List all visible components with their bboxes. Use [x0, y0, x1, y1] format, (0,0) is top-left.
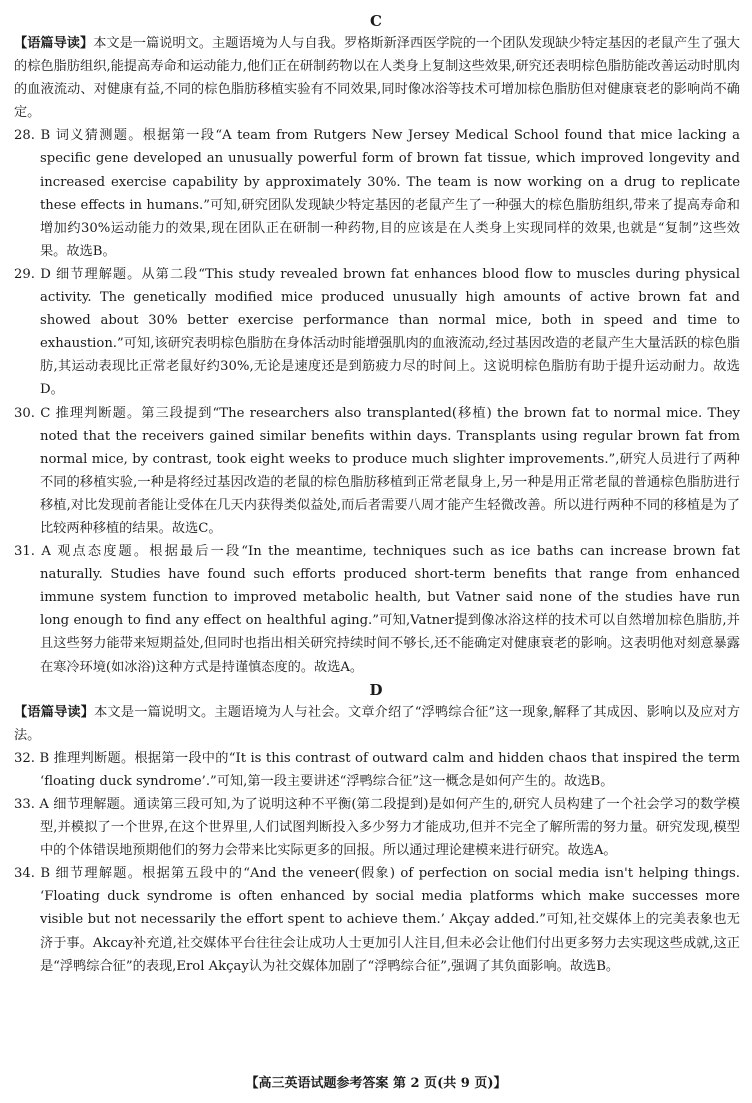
answer-item-29: [0, 263, 752, 402]
answer-explanation: 推理判断题。根据第一段中的“It is this contrast of outward calm and hidden chaos that inspired the term ‘floating duck syndrome’.”可知,第一段主要讲述“浮鸭综合征”这一概念是如何产生的。故选B。: [40, 750, 740, 789]
intro-text: 本文是一篇说明文。主题语境为人与社会。文章介绍了“浮鸭综合征”这一现象,解释了其成因、影响以及应对方法。: [14, 704, 741, 743]
answer-explanation: 细节理解题。通读第三段可知,为了说明这种不平衡(第二段提到)是如何产生的,研究人员构建了一个社会学习的数学模型,并模拟了一个世界,在这个世界里,人们试图判断投入多少努力才能成功,但并不完全了解所需的努力量。研究发现,模型中的个体错误地预期他们的努力会带来比实际更多的回报。所以通过理论建模来进行研究。故选A。: [40, 797, 740, 859]
answer-explanation: 推理判断题。第三段提到“The researchers also transplanted(移植) the brown fat to normal mice. They noted that the receivers gained similar benefits within days. Transplants using regular brown fat from normal mice, by contrast, took eight weeks to produce much slighter improvements.”,研究人员进行了两种不同的移植实验,一种是将经过基因改造的老鼠的棕色脂肪移植到正常老鼠身上,另一种是用正常老鼠的普通棕色脂肪进行移植,对比发现前者能让受体在几天内获得类似益处,而后者需要八周才能产生轻微改善。所以进行两种不同的移植是为了比较两种移植的结果。故选C。: [40, 405, 740, 536]
answer-item-30: [0, 402, 752, 541]
answer-item-28: [0, 124, 752, 263]
intro-label: 【语篇导读】: [14, 704, 95, 720]
answer-explanation: 词义猜测题。根据第一段“A team from Rutgers New Jersey Medical School found that mice lacking a specific gene developed an unusually powerful form of brown fat tissue, which improved longevity and increased exercise capability by approximately 30%. The team is now working on a drug to replicate these effects in humans.”可知,研究团队发现缺少特定基因的老鼠产生了一种强大的棕色脂肪组织,带来了提高寿命和增加约30%运动能力的效果,现在团队正在研制一种药物,目的应该是在人类身上实现同样的效果,也就是“复制”这些效果。故选B。: [40, 128, 740, 259]
answer-explanation: 细节理解题。根据第五段中的“And the veneer(假象) of perfection on social media isn't helping things. ‘Floating duck syndrome is often enhanced by social media platforms which make successes more visible but not necessarily the effort spent to achieve them.’ Akçay added.”可知,社交媒体上的完美表象也无济于事。Akcay补充道,社交媒体平台往往会让成功人士更加引人注目,但未必会让他们付出更多努力去实现这些成就,这正是“浮鸭综合征”的表现,Erol Akçay认为社交媒体加剧了“浮鸭综合征”,强调了其负面影响。故选B。: [40, 866, 740, 974]
answer-number: 31. A: [14, 544, 51, 560]
answer-item-32: [0, 747, 752, 793]
answer-number: 29. D: [14, 266, 51, 282]
answer-number: 33. A: [14, 797, 49, 812]
section-c-intro: [0, 32, 752, 124]
section-letter-c: C: [370, 12, 382, 30]
answer-number: 32. B: [14, 750, 50, 766]
answer-item-33: [0, 793, 752, 862]
answer-explanation: 观点态度题。根据最后一段“In the meantime, techniques such as ice baths can increase brown fat naturally. Studies have found such efforts produced short-term benefits that range from enhanced immune system function to improved metabolic health, but Vatner said none of the studies have run long enough to find any effect on healthful aging.”可知,Vatner提到像冰浴这样的技术可以自然增加棕色脂肪,并且这些努力能带来短期益处,但同时也指出相关研究持续时间不够长,还不能确定对健康衰老的影响。这表明他对刻意暴露在寒冷环境(如冰浴)这种方式是持谨慎态度的。故选A。: [40, 544, 740, 675]
page-footer: 【高三英语试题参考答案 第 2 页(共 9 页)】: [245, 1076, 507, 1091]
answer-number: 28. B: [14, 128, 51, 144]
answer-item-31: [0, 540, 752, 679]
answer-number: 34. B: [14, 866, 51, 882]
section-letter-d: D: [369, 680, 383, 699]
intro-label: 【语篇导读】: [14, 36, 94, 51]
intro-text: 本文是一篇说明文。主题语境为人与自我。罗格斯新泽西医学院的一个团队发现缺少特定基因的老鼠产生了强大的棕色脂肪组织,能提高寿命和运动能力,他们正在研制药物以在人类身上复制这些效果,研究还表明棕色脂肪能改善运动时肌肉的血液流动、对健康有益,不同的棕色脂肪移植实验有不同效果,同时像冰浴等技术可增加棕色脂肪但对健康衰老的影响尚不确定。: [14, 36, 740, 121]
answer-number: 30. C: [14, 405, 51, 421]
answer-item-34: [0, 862, 752, 977]
answer-explanation: 细节理解题。从第二段“This study revealed brown fat enhances blood flow to muscles during physical activity. The genetically modified mice produced unusually high amounts of active brown fat and showed about 30% better exercise performance than normal mice, both in speed and time to exhaustion.”可知,该研究表明棕色脂肪在身体活动时能增强肌肉的血液流动,经过基因改造的老鼠产生大量活跃的棕色脂肪,其运动表现比正常老鼠好约30%,无论是速度还是到筋疲力尽的时间上。这说明棕色脂肪有助于提升运动耐力。故选D。: [40, 266, 740, 398]
section-d-intro: [0, 701, 752, 747]
